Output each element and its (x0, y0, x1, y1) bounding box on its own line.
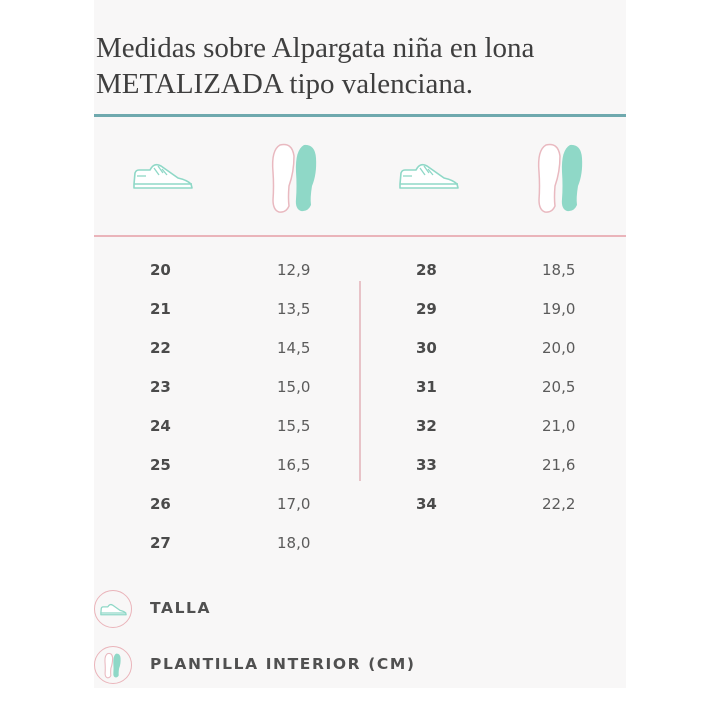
size-cell: 34 (416, 495, 437, 513)
legend-size-label: TALLA (150, 599, 212, 617)
title-line-1: Medidas sobre Alpargata niña en lona (96, 32, 535, 64)
size-cell: 21 (150, 300, 171, 318)
size-cell: 31 (416, 378, 437, 396)
insole-length-cell: 22,2 (542, 495, 576, 513)
insole-length-cell: 12,9 (277, 261, 311, 279)
insole-length-cell: 18,5 (542, 261, 576, 279)
size-cell: 25 (150, 456, 171, 474)
insole-length-cell: 15,0 (277, 378, 311, 396)
size-cell: 27 (150, 534, 171, 552)
size-cell: 23 (150, 378, 171, 396)
legend-insole-badge (94, 646, 132, 684)
insole-length-cell: 20,5 (542, 378, 576, 396)
legend-size-badge (94, 590, 132, 628)
size-cell: 26 (150, 495, 171, 513)
size-cell: 33 (416, 456, 437, 474)
insole-length-cell: 21,0 (542, 417, 576, 435)
insole-length-cell: 13,5 (277, 300, 311, 318)
size-column-left (150, 257, 171, 569)
insole-column-left (277, 257, 310, 569)
insole-column-right (542, 257, 575, 530)
insole-length-cell: 16,5 (277, 456, 311, 474)
size-column-right (416, 257, 437, 530)
insole-length-cell: 19,0 (542, 300, 576, 318)
size-cell: 22 (150, 339, 171, 357)
legend-insole-label: PLANTILLA INTERIOR (CM) (150, 655, 416, 673)
insole-length-cell: 18,0 (277, 534, 311, 552)
size-cell: 28 (416, 261, 437, 279)
size-cell: 30 (416, 339, 437, 357)
insole-icon (536, 142, 586, 214)
insole-length-cell: 17,0 (277, 495, 311, 513)
insole-icon (270, 142, 320, 214)
sneaker-icon (100, 602, 127, 617)
table-divider (94, 235, 626, 237)
sneaker-icon (398, 160, 460, 192)
size-cell: 24 (150, 417, 171, 435)
insole-length-cell: 21,6 (542, 456, 576, 474)
column-divider (359, 281, 361, 481)
insole-length-cell: 15,5 (277, 417, 311, 435)
size-cell: 29 (416, 300, 437, 318)
insole-length-cell: 14,5 (277, 339, 311, 357)
sneaker-icon (132, 160, 194, 192)
page-title (96, 30, 636, 102)
size-cell: 20 (150, 261, 171, 279)
header-divider (94, 114, 626, 117)
title-line-2: METALIZADA tipo valenciana. (96, 68, 473, 100)
size-cell: 32 (416, 417, 437, 435)
insole-length-cell: 20,0 (542, 339, 576, 357)
insole-icon (104, 652, 122, 679)
